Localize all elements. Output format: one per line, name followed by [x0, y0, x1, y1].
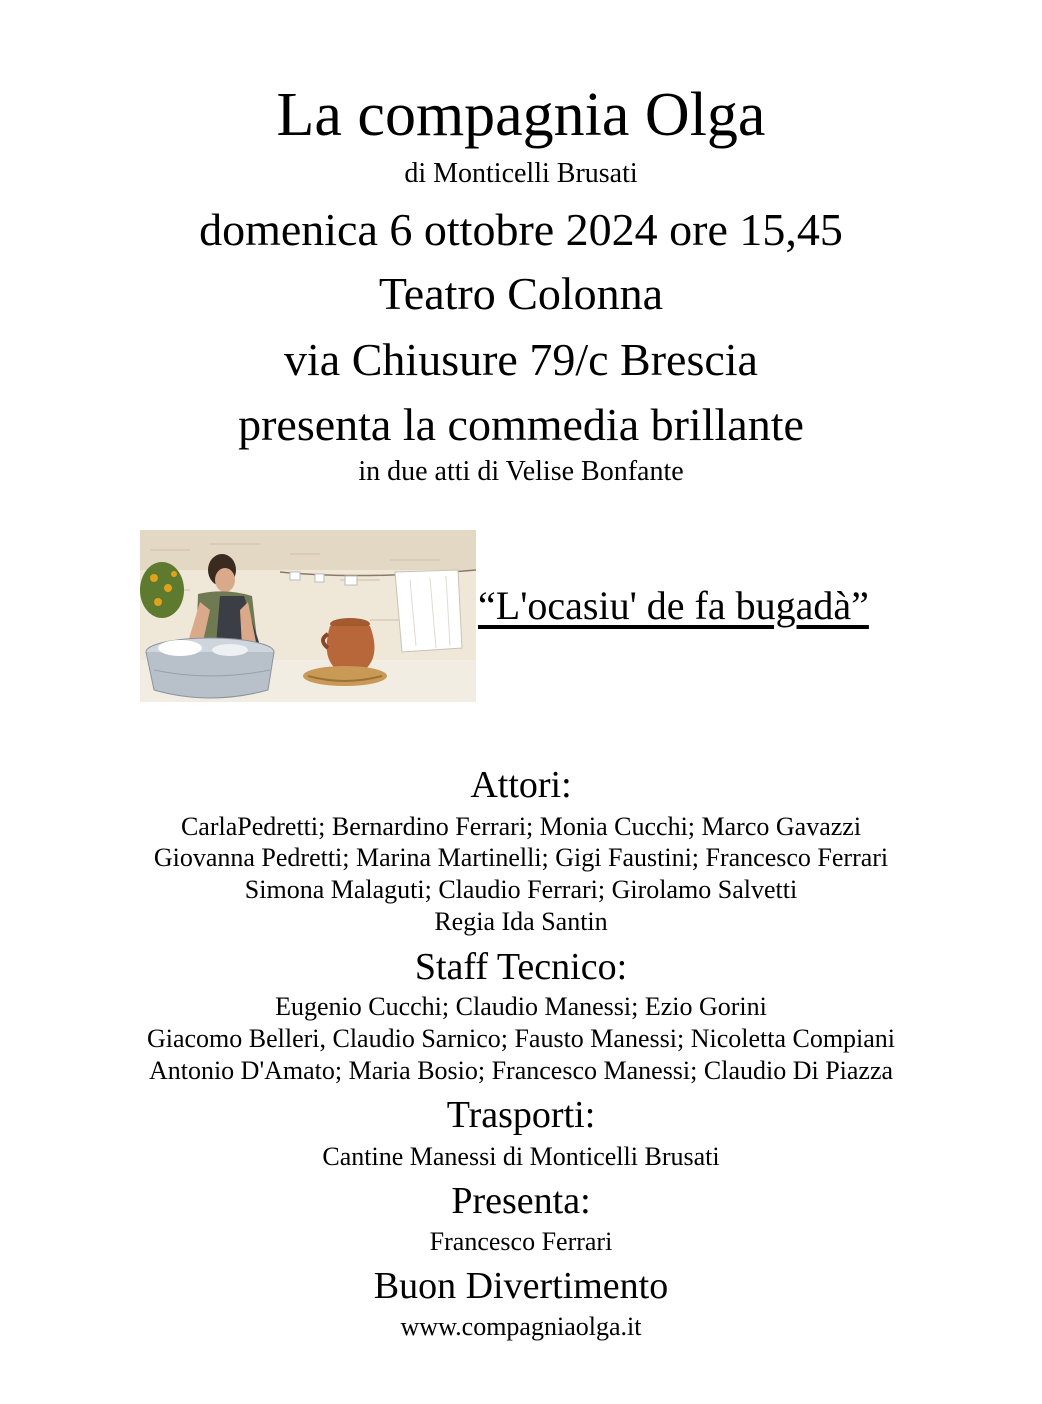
- transport-heading: Trasporti:: [446, 1094, 596, 1136]
- actors-heading: Attori:: [470, 764, 572, 806]
- staff-line: Eugenio Cucchi; Claudio Manessi; Ezio Gorini: [275, 992, 767, 1021]
- host-line: Francesco Ferrari: [429, 1227, 613, 1256]
- staff-heading: Staff Tecnico:: [414, 946, 628, 988]
- actors-line: Giovanna Pedretti; Marina Martinelli; Gigi Faustini; Francesco Ferrari: [153, 843, 889, 872]
- play-title: “L'ocasiu' de fa bugadà”: [478, 583, 869, 628]
- company-origin: di Monticelli Brusati: [404, 158, 638, 189]
- company-title: La compagnia Olga: [276, 81, 766, 149]
- transport-line: Cantine Manessi di Monticelli Brusati: [322, 1142, 720, 1171]
- venue-address: via Chiusure 79/c Brescia: [284, 334, 758, 385]
- closing-line: Buon Divertimento: [373, 1265, 669, 1307]
- staff-line: Giacomo Belleri, Claudio Sarnico; Fausto Manessi; Nicoletta Compiani: [146, 1024, 896, 1053]
- staff-line: Antonio D'Amato; Maria Bosio; Francesco Manessi; Claudio Di Piazza: [148, 1056, 894, 1085]
- website-link: www.compagniaolga.it: [400, 1312, 642, 1341]
- host-heading: Presenta:: [451, 1180, 591, 1222]
- director-line: Regia Ida Santin: [434, 907, 608, 936]
- author-line: in due atti di Velise Bonfante: [358, 456, 684, 487]
- actors-line: Simona Malaguti; Claudio Ferrari; Girolamo Salvetti: [244, 875, 798, 904]
- presents-line: presenta la commedia brillante: [238, 399, 804, 450]
- venue-name: Teatro Colonna: [378, 268, 664, 319]
- washerwoman-illustration: [140, 530, 476, 702]
- event-date: domenica 6 ottobre 2024 ore 15,45: [199, 204, 843, 255]
- actors-line: CarlaPedretti; Bernardino Ferrari; Monia Cucchi; Marco Gavazzi: [180, 812, 862, 841]
